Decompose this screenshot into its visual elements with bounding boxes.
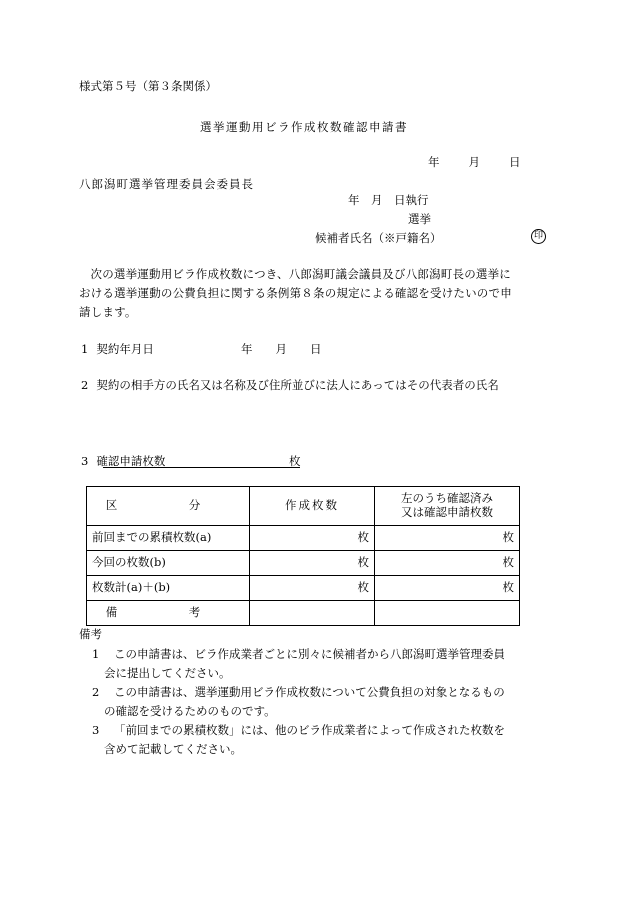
document-title: 選挙運動用ビラ作成枚数確認申請書 (200, 120, 408, 134)
table-row (87, 576, 520, 601)
header-category: 区 分 (87, 487, 250, 526)
note-number: 2 (92, 685, 100, 699)
item1-label: 契約年月日 (96, 342, 154, 356)
seal-mark: 印 (531, 229, 546, 244)
request-statement: 次の選挙運動用ビラ作成枚数につき、八郎潟町議会議員及び八郎潟町長の選挙における選挙運動の公費負担に関する条例第８条の規定による確認を受けたいので申請します。 (79, 267, 512, 319)
date-year: 年 (428, 155, 440, 169)
note-text: この申請書は、ビラ作成業者ごとに別々に候補者から八郎潟町選挙管理委員 (114, 647, 505, 661)
date-month: 月 (468, 155, 480, 169)
table-header-row (87, 487, 520, 526)
remarks-cell-3 (375, 601, 520, 626)
item2-number: 2 (81, 378, 89, 392)
item3-number: 3 (81, 454, 89, 468)
row-label: 枚数計(a)＋(b) (87, 576, 250, 601)
note-text: この申請書は、選挙運動用ビラ作成枚数について公費負担の対象となるもの (114, 685, 505, 699)
note-text-cont: の確認を受けるためのものです。 (104, 704, 276, 718)
item2-label: 契約の相手方の氏名又は名称及び住所並びに法人にあってはその代表者の氏名 (96, 378, 499, 392)
item3-label: 確認申請枚数 (96, 454, 166, 468)
cell-created-count: 枚 (250, 526, 375, 551)
item3-unit: 枚 (289, 454, 301, 468)
item1-number: 1 (81, 342, 89, 356)
table-row (87, 551, 520, 576)
item-contractor (81, 379, 499, 393)
row-label: 今回の枚数(b) (87, 551, 250, 576)
addressee: 八郎潟町選挙管理委員会委員長 (79, 177, 254, 191)
cell-confirmed-count: 枚 (375, 526, 520, 551)
note-item (92, 683, 522, 721)
candidate-name-label: 候補者氏名（※戸籍名） (315, 231, 442, 245)
item-contract-date (81, 343, 154, 357)
notes-title: 備考 (79, 627, 102, 641)
note-number: 3 (92, 723, 100, 737)
remarks-label: 備 考 (87, 601, 250, 626)
contract-date-blank: 年 月 日 (241, 342, 322, 356)
table-row-remarks (87, 601, 520, 626)
cell-created-count: 枚 (250, 576, 375, 601)
header-created-count: 作成枚数 (250, 487, 375, 526)
note-number: 1 (92, 647, 100, 661)
submission-date (428, 156, 521, 170)
form-number: 様式第５号（第３条関係） (79, 79, 217, 93)
table-row (87, 526, 520, 551)
note-text: 「前回までの累積枚数」には、他のビラ作成業者によって作成された枚数を (114, 723, 505, 737)
cell-created-count: 枚 (250, 551, 375, 576)
note-item (92, 645, 522, 683)
count-table (86, 486, 520, 626)
cell-confirmed-count: 枚 (375, 576, 520, 601)
note-text-cont: 含めて記載してください。 (104, 742, 242, 756)
row-label: 前回までの累積枚数(a) (87, 526, 250, 551)
header-confirmed-count: 左のうち確認済み 又は確認申請枚数 (375, 487, 520, 526)
remarks-cell-2 (250, 601, 375, 626)
note-item (92, 721, 522, 759)
note-text-cont: 会に提出してください。 (104, 666, 231, 680)
election-name: 選挙 (408, 212, 431, 226)
requested-count-underline (103, 467, 300, 468)
date-day: 日 (509, 155, 521, 169)
cell-confirmed-count: 枚 (375, 551, 520, 576)
execution-date: 年 月 日執行 (348, 193, 429, 207)
